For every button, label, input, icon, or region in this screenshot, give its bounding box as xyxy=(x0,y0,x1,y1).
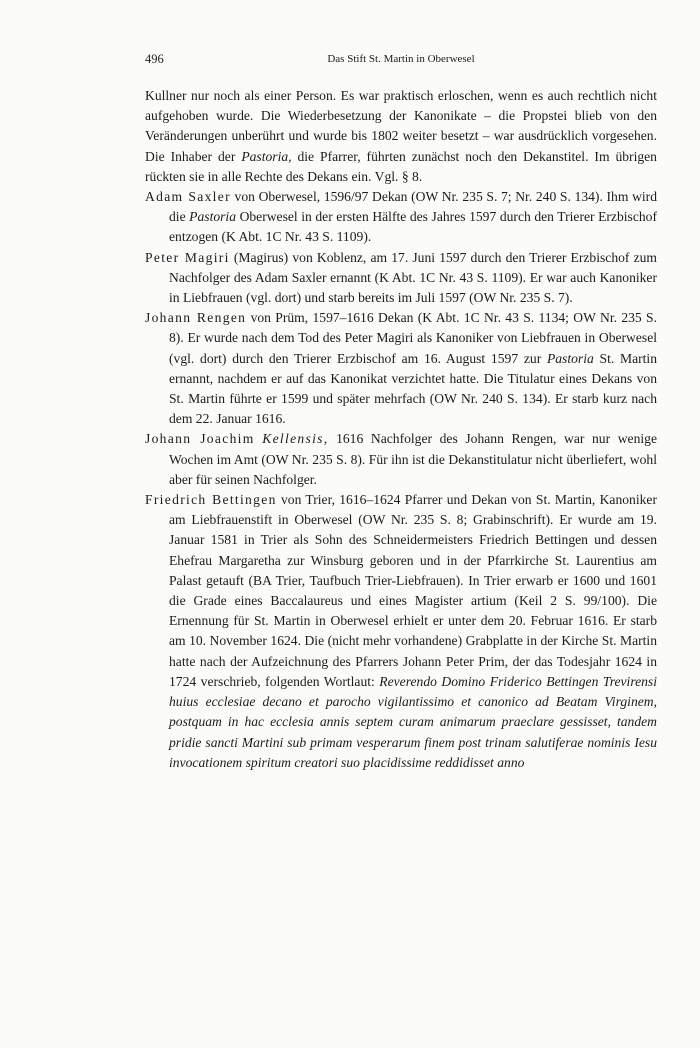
italic-run: Pastoria xyxy=(546,350,594,366)
entry-name: Johann Joachim xyxy=(145,431,255,447)
body-text xyxy=(145,86,657,773)
entry-adam-saxler xyxy=(145,187,657,248)
running-title: Das Stift St. Martin in Oberwesel xyxy=(327,53,475,65)
text-run: von Trier, 1616–1624 Pfarrer und Dekan von St. Martin, Kanoniker am Liebfrauenstift in Oberwesel (OW Nr. 235 S. 8; Grabinschrift). Er wurde am 19. Januar 1581 in Trier als Sohn des Schneidermeisters Friedrich Bettingen und dessen Ehefrau Margaretha zur Winsburg geboren und in der Pfarrkirche St. Laurentius am Palast getauft (BA Trier, Taufbuch Trier-Liebfrauen). In Trier erwarb er 1600 und 1601 die Grade eines Baccalaureus und eines Magister artium (Keil 2 S. 99/100). Die Ernennung für St. Martin in Oberwesel erhielt er unter dem 20. Februar 1616. Er starb am 10. November 1624. Die (nicht mehr vorhandene) Grabplatte in der Kirche St. Martin hatte nach der Aufzeichnung des Pfarrers Johann Peter Prim, der das Todesjahr 1624 in 1724 verschrieb, folgenden Wortlaut: xyxy=(169,492,657,689)
italic-run: Reverendo Domino Friderico Bettingen Trevirensi huius ecclesiae decano et parocho vigilantissimo et canonico ad Beatam Virginem, postquam in hac ecclesia annis septem curam animarum praeclare gessisset, tandem pridie sancti Martini sub primam vesperarum finem post trinam salutiferae nominis Iesu invocationem spiritum creatori suo placidissime reddidisset anno xyxy=(169,673,658,770)
text-run: die Pfarrer, führten zunächst noch den Dekanstitel. Im übrigen rückten sie in alle Rechte des Dekans ein. Vgl. § 8. xyxy=(145,148,657,184)
entry-name: Peter Magiri xyxy=(145,249,230,265)
text-run: Kullner nur noch als einer Person. Es war praktisch erloschen, wenn es auch rechtlich nicht aufgehoben wurde. Die Wiederbesetzung der Kanonikate – die Propstei blieb von den Veränderungen unberührt und wurde bis 1802 weiter besetzt – war ausdrücklich vorgesehen. Die Inhaber der xyxy=(145,88,657,164)
entry-name: Johann Rengen xyxy=(145,310,247,326)
entry-name: Friedrich Bettingen xyxy=(145,492,277,508)
text-run: (Magirus) von Koblenz, am 17. Juni 1597 durch den Trierer Erzbischof zum Nachfolger des Adam Saxler ernannt (K Abt. 1C Nr. 43 S. 1109). Er war auch Kanoniker in Liebfrauen (vgl. dort) und starb bereits im Juli 1597 (OW Nr. 235 S. 7). xyxy=(169,249,657,306)
entry-johann-rengen xyxy=(145,308,657,429)
entry-friedrich-bettingen xyxy=(145,490,657,773)
text-run: von Prüm, 1597–1616 Dekan (K Abt. 1C Nr. 43 S. 1134; OW Nr. 235 S. 8). Er wurde nach dem Tod des Peter Magiri als Kanoniker von Liebfrauen in Oberwesel (vgl. dort) durch den Trierer Erzbischof am 16. August 1597 zur xyxy=(169,310,657,366)
text-run: Oberwesel in der ersten Hälfte des Jahres 1597 durch den Trierer Erzbischof entzogen (K Abt. 1C Nr. 43 S. 1109). xyxy=(169,209,657,245)
text-run: St. Martin ernannt, nachdem er auf das Kanonikat verzichtet hatte. Die Titulatur eines Dekans von St. Martin führte er 1599 und später mehrfach (OW Nr. 240 S. 134). Er starb kurz nach dem 22. Januar 1616. xyxy=(169,350,657,427)
entry-peter-magiri xyxy=(145,248,657,309)
text-run: von Oberwesel, 1596/97 Dekan (OW Nr. 235 S. 7; Nr. 240 S. 134). Ihm wird die xyxy=(169,189,657,225)
intro-paragraph xyxy=(145,86,657,187)
entry-johann-joachim-kellensis xyxy=(145,429,657,490)
entry-name-italic: Kellensis, xyxy=(262,431,329,447)
page-header xyxy=(145,50,657,68)
italic-run: Pastoria xyxy=(189,209,236,225)
text-run: 1616 Nachfolger des Johann Rengen, war nur wenige Wochen im Amt (OW Nr. 235 S. 8). Für ihn ist die Dekanstitulatur nicht überliefert, wohl aber für seinen Nachfolger. xyxy=(169,431,657,487)
italic-run: Pastoria, xyxy=(241,148,292,164)
page-number: 496 xyxy=(145,52,164,66)
entry-name: Adam Saxler xyxy=(145,189,231,205)
